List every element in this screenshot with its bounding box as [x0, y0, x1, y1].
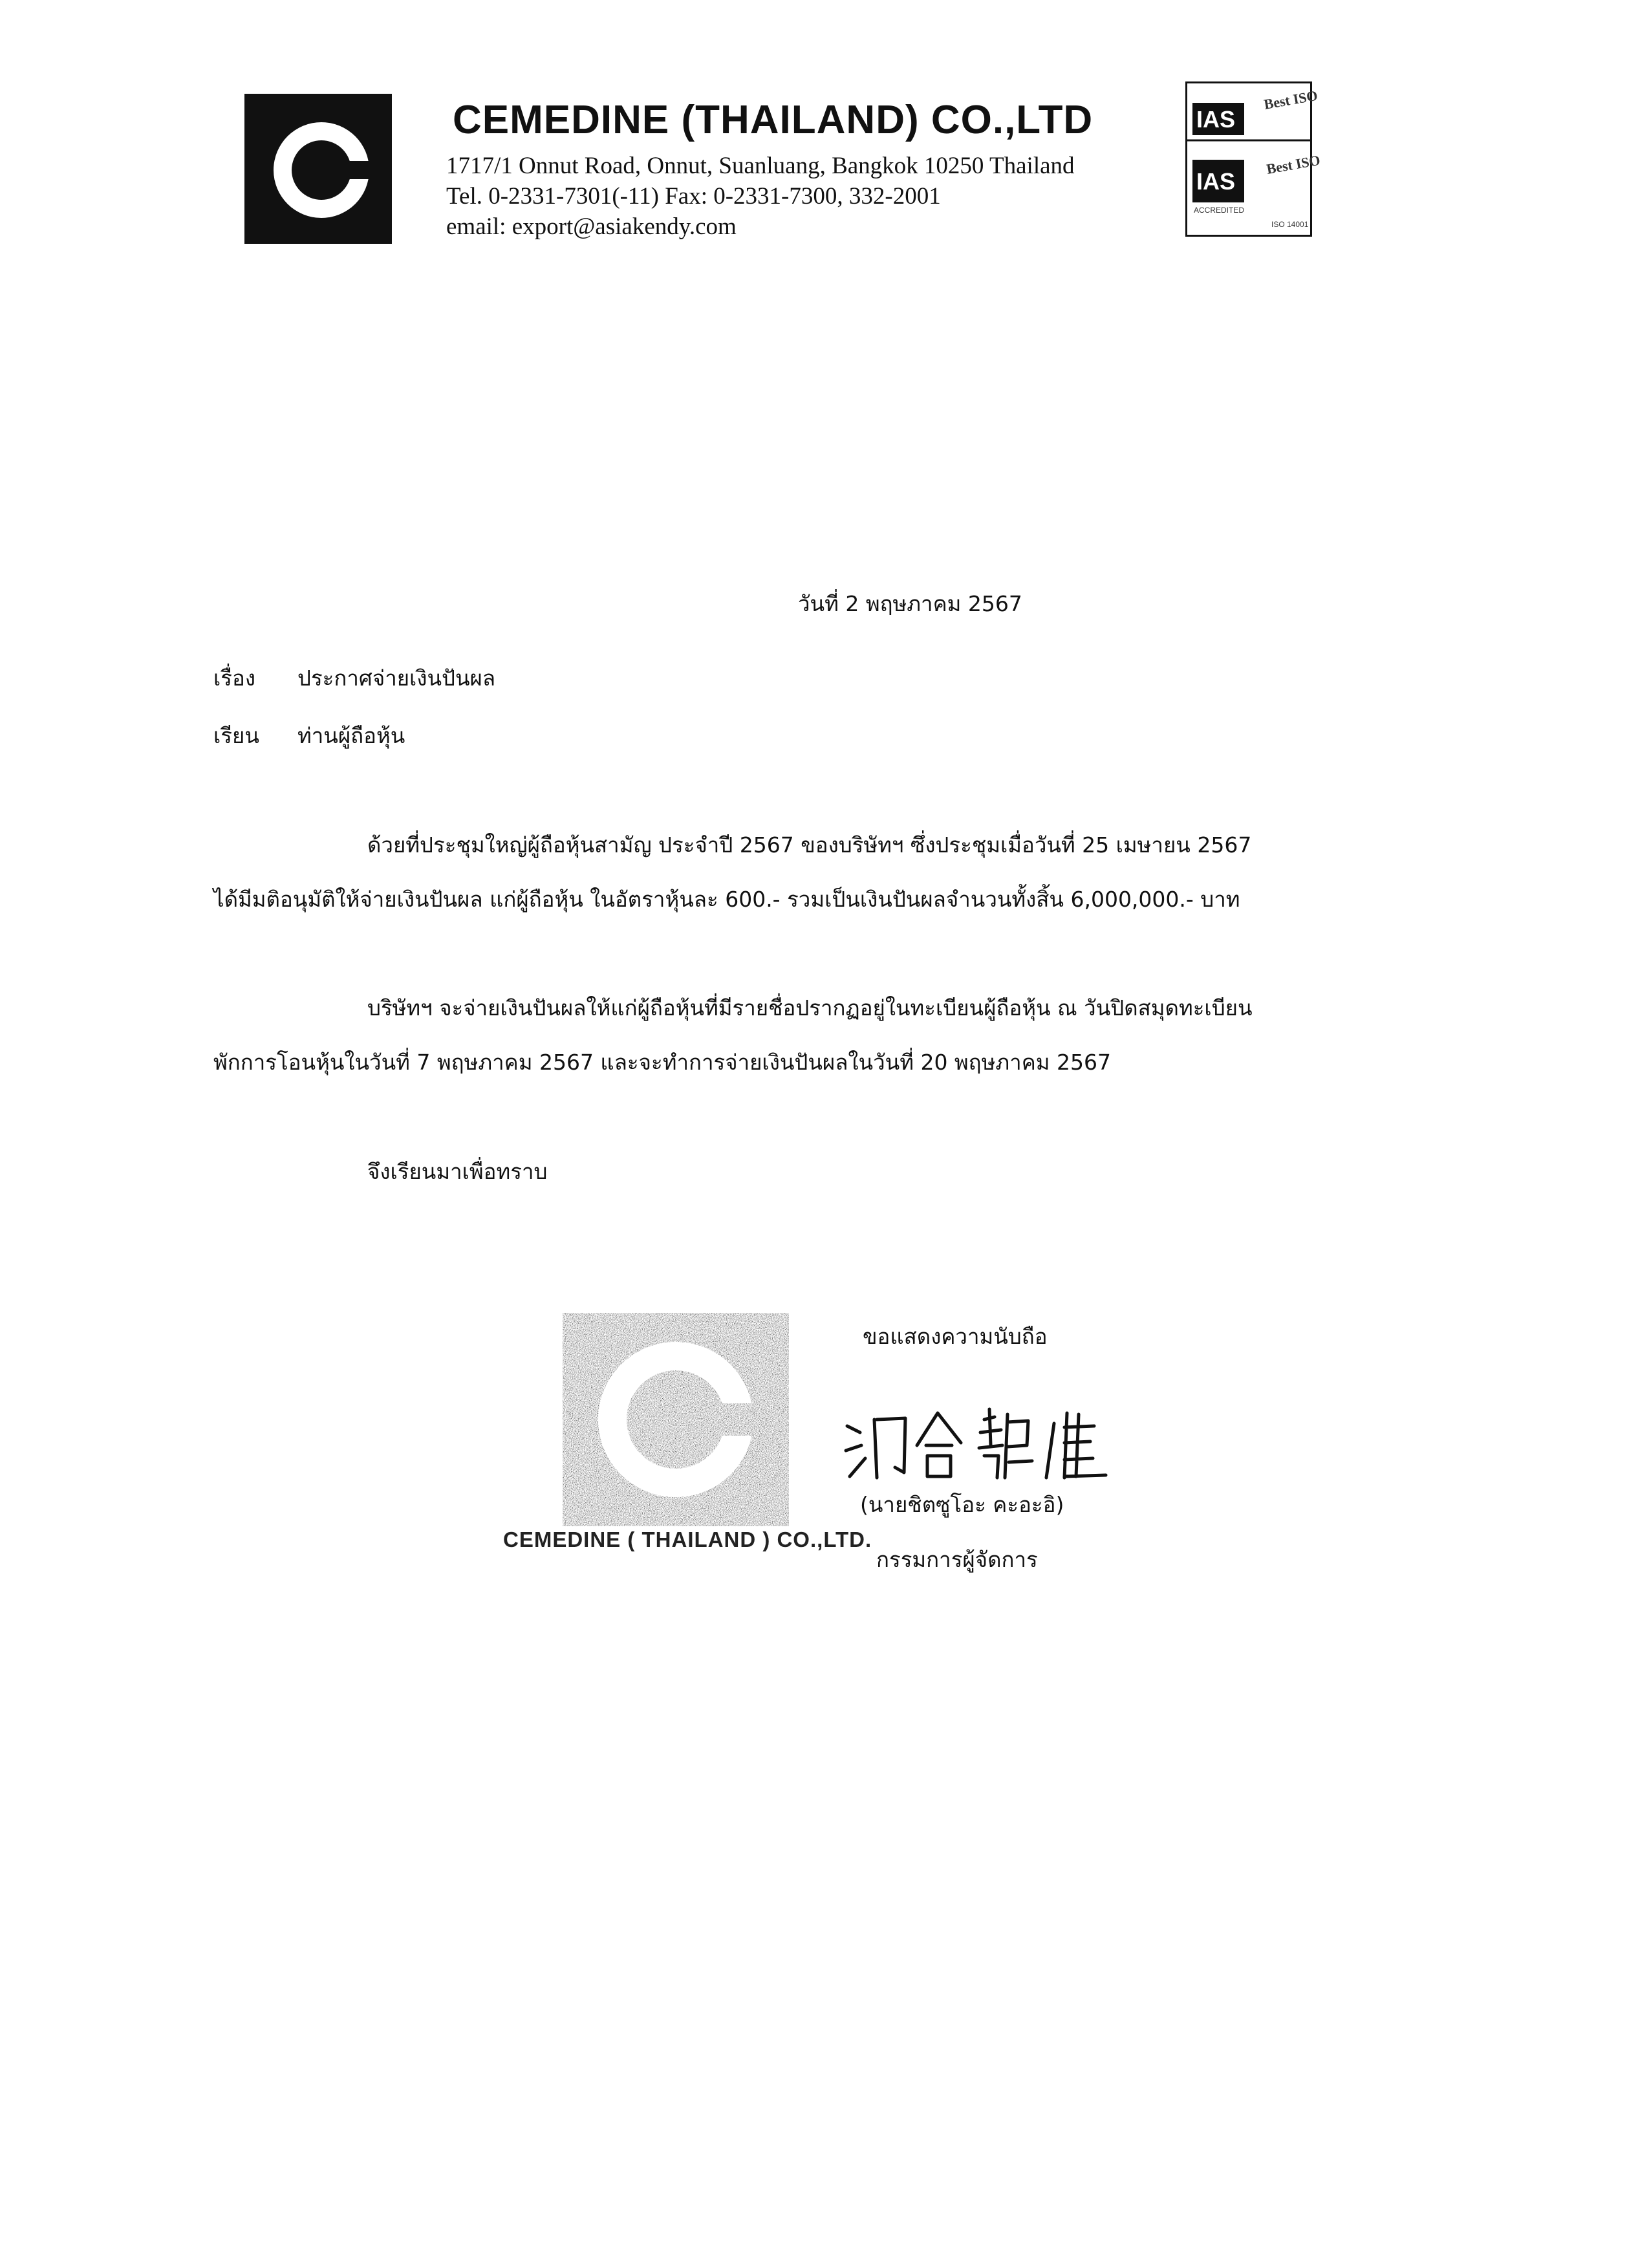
company-name: CEMEDINE (THAILAND) CO.,LTD	[453, 98, 1094, 142]
salutation-text: ท่านผู้ถือหุ้น	[297, 723, 405, 748]
svg-text:Best ISO: Best ISO	[1262, 87, 1319, 113]
regards-line: ขอแสดงความนับถือ	[863, 1324, 1048, 1349]
certification-marks	[1185, 81, 1322, 237]
svg-text:ISO 14001: ISO 14001	[1271, 220, 1309, 229]
svg-text:Best ISO: Best ISO	[1265, 151, 1322, 177]
company-phone-fax: Tel. 0-2331-7301(-11) Fax: 0-2331-7300, 332-2001	[446, 183, 941, 210]
company-logo	[244, 94, 392, 244]
subject-label: เรื่อง	[213, 665, 255, 691]
company-stamp-text: CEMEDINE ( THAILAND ) CO.,LTD.	[503, 1528, 872, 1551]
letter-date: วันที่ 2 พฤษภาคม 2567	[798, 591, 1022, 616]
subject-text: ประกาศจ่ายเงินปันผล	[297, 665, 496, 691]
svg-text:IAS: IAS	[1196, 106, 1236, 133]
paragraph-1-line-2: ได้มีมติอนุมัติให้จ่ายเงินปันผล แก่ผู้ถือหุ้น ในอัตราหุ้นละ 600.- รวมเป็นเงินปันผลจำนวนทั้งสิ้น 6,000,000.- บาท	[213, 887, 1240, 912]
certification-marks-graphic	[1187, 83, 1322, 235]
closing-line: จึงเรียนมาเพื่อทราบ	[367, 1159, 548, 1184]
salutation-label: เรียน	[213, 723, 259, 748]
signer-title: กรรมการผู้จัดการ	[876, 1547, 1038, 1572]
paragraph-2-line-1: บริษัทฯ จะจ่ายเงินปันผลให้แก่ผู้ถือหุ้นที่มีรายชื่อปรากฏอยู่ในทะเบียนผู้ถือหุ้น ณ วันปิดสมุดทะเบียน	[367, 995, 1253, 1021]
svg-text:IAS: IAS	[1196, 168, 1236, 195]
company-email: email: export@asiakendy.com	[446, 213, 737, 240]
company-address: 1717/1 Onnut Road, Onnut, Suanluang, Bangkok 10250 Thailand	[446, 153, 1075, 179]
signer-name: (นายชิตซูโอะ คะอะอิ)	[860, 1492, 1064, 1517]
svg-text:ACCREDITED: ACCREDITED	[1194, 206, 1245, 215]
company-stamp-logo	[563, 1313, 789, 1526]
paragraph-1-line-1: ด้วยที่ประชุมใหญ่ผู้ถือหุ้นสามัญ ประจำปี 2567 ของบริษัทฯ ซึ่งประชุมเมื่อวันที่ 25 เมษายน 2567	[367, 832, 1252, 858]
paragraph-2-line-2: พักการโอนหุ้นในวันที่ 7 พฤษภาคม 2567 และจะทำการจ่ายเงินปันผลในวันที่ 20 พฤษภาคม 2567	[213, 1050, 1111, 1075]
signature	[841, 1400, 1119, 1484]
